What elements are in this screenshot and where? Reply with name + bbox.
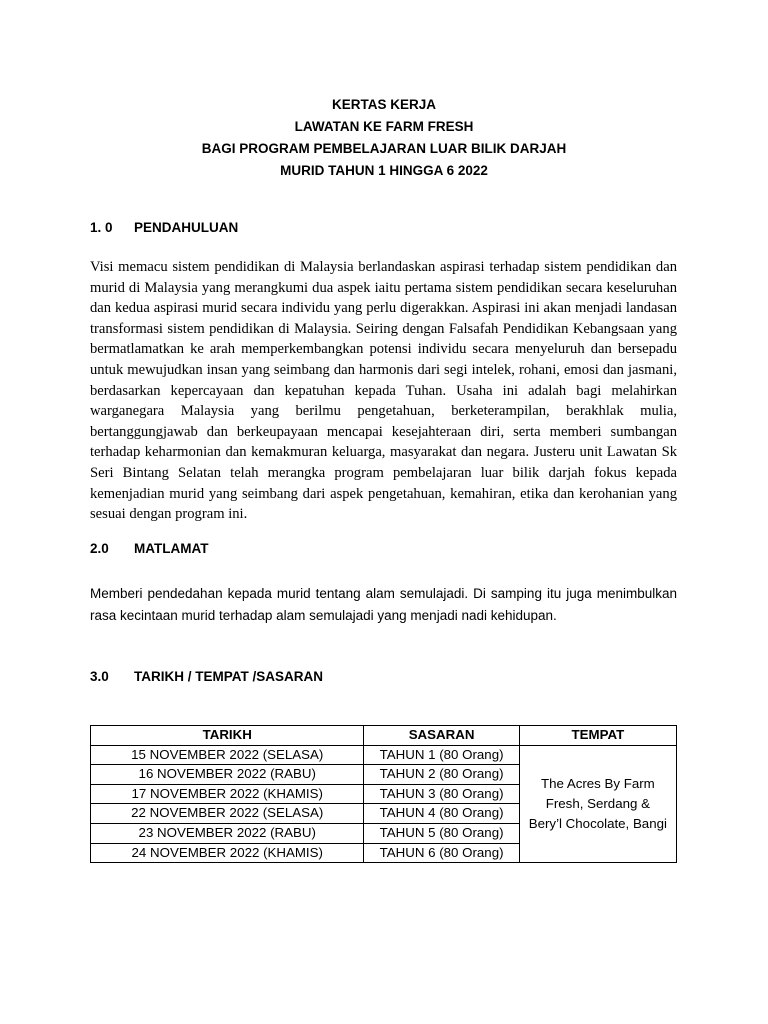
tarikh-cell: 15 NOVEMBER 2022 (SELASA) xyxy=(91,745,364,765)
title-line-2: LAWATAN KE FARM FRESH xyxy=(294,119,474,134)
section-1-title: PENDAHULUAN xyxy=(134,220,239,235)
sasaran-cell: TAHUN 3 (80 Orang) xyxy=(364,784,519,804)
section-1-body: Visi memacu sistem pendidikan di Malaysia berlandaskan aspirasi terhadap sistem pendidikan dan murid di Malaysia yang merangkumi dua aspek iaitu pertama sistem pendidikan secara keseluruhan dan kedua aspirasi murid secara individu yang perlu digerakkan. Aspirasi ini akan menjadi landasan transformasi sistem pendidikan di Malaysia. Seiring dengan Falsafah Pendidikan Kebangsaan yang bermatlamatkan ke arah memperkembangkan potensi individu secara menyeluruh dan bersepadu untuk mewujudkan insan yang seimbang dan harmonis dari segi intelek, rohani, emosi dan jasmani, berdasarkan kepercayaan dan kepatuhan kepada Tuhan. Usaha ini adalah bagi melahirkan warganegara Malaysia yang berilmu pengetahuan, berketerampilan, berakhlak mulia, bertanggungjawab dan berkeupayaan mencapai kesejahteraan diri, serta memberi sumbangan terhadap keharmonian dan kemakmuran keluarga, masyarakat dan negara. Justeru unit Lawatan Sk Seri Bintang Selatan telah merangka program pembelajaran luar bilik darjah fokus kepada kemenjadian murid yang seimbang dari aspek pengetahuan, kemahiran, etika dan kerohanian yang sesuai dengan program ini. xyxy=(90,259,677,523)
tempat-line-1: The Acres By Farm xyxy=(540,775,655,791)
title-line-3: BAGI PROGRAM PEMBELAJARAN LUAR BILIK DARJAH xyxy=(201,141,567,156)
header-sasaran: SASARAN xyxy=(364,726,519,746)
tarikh-cell: 24 NOVEMBER 2022 (KHAMIS) xyxy=(91,843,364,863)
tarikh-cell: 16 NOVEMBER 2022 (RABU) xyxy=(91,765,364,785)
sasaran-cell: TAHUN 4 (80 Orang) xyxy=(364,804,519,824)
tarikh-cell: 17 NOVEMBER 2022 (KHAMIS) xyxy=(91,784,364,804)
section-3-title: TARIKH / TEMPAT /SASARAN xyxy=(134,669,323,684)
section-2-body: Memberi pendedahan kepada murid tentang alam semulajadi. Di samping itu juga menimbulkan rasa kecintaan murid terhadap alam semulajadi yang menjadi nadi kehidupan. xyxy=(90,586,677,623)
schedule-table xyxy=(90,725,677,863)
tempat-line-2: Fresh, Serdang & xyxy=(545,795,650,811)
title-line-1: KERTAS KERJA xyxy=(331,97,436,112)
tempat-cell xyxy=(519,745,676,863)
section-2-title: MATLAMAT xyxy=(134,541,209,556)
title-line-4: MURID TAHUN 1 HINGGA 6 2022 xyxy=(280,163,488,178)
tarikh-cell: 22 NOVEMBER 2022 (SELASA) xyxy=(91,804,364,824)
tarikh-cell: 23 NOVEMBER 2022 (RABU) xyxy=(91,823,364,843)
sasaran-cell: TAHUN 5 (80 Orang) xyxy=(364,823,519,843)
table-header-row xyxy=(91,726,677,746)
sasaran-cell: TAHUN 1 (80 Orang) xyxy=(364,745,519,765)
header-tempat: TEMPAT xyxy=(519,726,676,746)
sasaran-cell: TAHUN 2 (80 Orang) xyxy=(364,765,519,785)
tempat-line-3: Bery’l Chocolate, Bangi xyxy=(528,815,667,831)
header-tarikh: TARIKH xyxy=(91,726,364,746)
section-2-heading xyxy=(90,541,208,556)
section-3-number: 3.0 xyxy=(90,669,109,684)
sasaran-cell: TAHUN 6 (80 Orang) xyxy=(364,843,519,863)
document-title xyxy=(0,94,768,182)
section-1-heading xyxy=(90,220,238,235)
table-row xyxy=(91,745,677,765)
section-3-heading xyxy=(90,669,323,684)
section-1-number: 1. 0 xyxy=(90,220,113,235)
section-2-number: 2.0 xyxy=(90,541,109,556)
